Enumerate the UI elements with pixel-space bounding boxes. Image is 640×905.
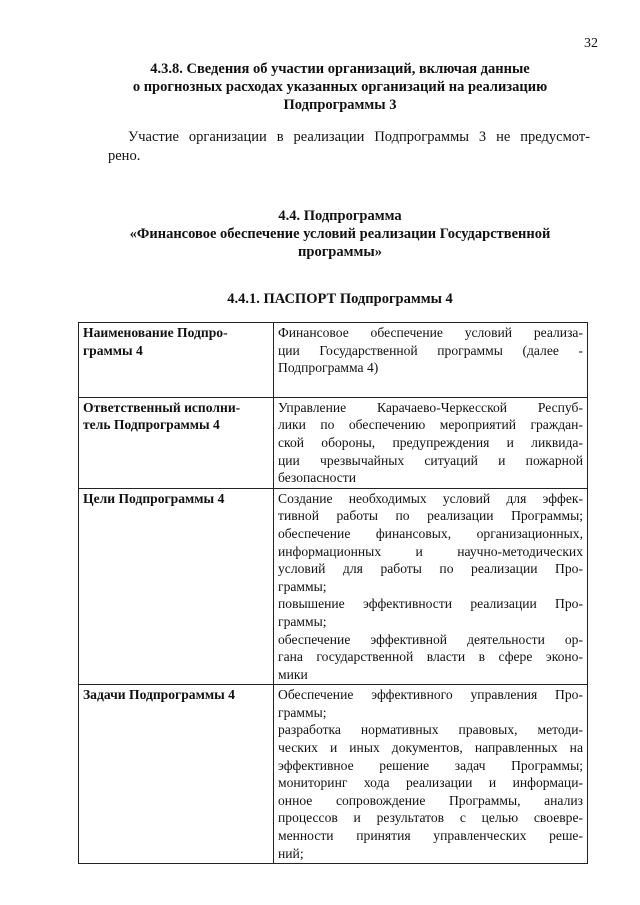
heading-line: программы» [298,244,382,260]
section-4-4-heading [60,207,620,261]
value-line: тивной работы по реализации Программы; [278,508,583,524]
row-label [79,397,274,488]
paragraph-line: Участие организации в реализации Подпрограммы 3 не предусмот- [128,129,590,145]
heading-line: Подпрограммы 3 [283,97,397,113]
value-line: ческих и иных документов, направленных на [278,740,583,756]
label-line: Задачи Подпрограммы 4 [83,687,235,703]
label-line: граммы 4 [83,342,143,358]
row-value [274,488,588,685]
value-line: ний; [278,845,304,861]
value-line: повышение эффективности реализации Про- [278,596,583,612]
value-line: ции Государственной программы (далее - [278,342,583,358]
value-line: гана государственной власти в сфере эконо- [278,649,583,665]
row-label [79,685,274,864]
label-line: Цели Подпрограммы 4 [83,490,225,506]
label-line: Ответственный исполни- [83,399,241,415]
heading-line: «Финансовое обеспечение условий реализации Государственной [129,226,551,242]
table-row [79,397,588,488]
passport-title: 4.4.1. ПАСПОРТ Подпрограммы 4 [227,291,453,307]
value-line: Финансовое обеспечение условий реализа- [278,325,583,340]
value-line: обеспечение финансовых, организационных, [278,525,583,541]
participation-paragraph [110,128,590,166]
value-line: разработка нормативных правовых, методи- [278,722,583,738]
value-line: лики по обеспечению мероприятий граждан- [278,417,583,433]
section-4-4-1-heading [60,290,620,308]
value-line: Обеспечение эффективного управления Про- [278,687,583,703]
heading-line: о прогнозных расходах указанных организаций на реализацию [132,79,548,95]
label-line: тель Подпрограммы 4 [83,417,220,433]
value-line: ской обороны, предупреждения и ликвида- [278,434,583,450]
value-line: граммы; [278,613,327,629]
label-line: Наименование Подпро- [83,325,228,340]
value-line: граммы; [278,704,327,720]
row-label [79,488,274,685]
passport-table [78,322,588,864]
value-line: мики [278,666,308,682]
heading-line: 4.3.8. Сведения об участии организаций, включая данные [150,61,530,77]
value-line: мониторинг хода реализации и информаци- [278,775,583,791]
value-line: информационных и научно-методических [278,543,583,559]
value-line: обеспечение эффективной деятельности ор- [278,631,583,647]
value-line: процессов и результатов с целью своевре- [278,810,583,826]
row-value [274,685,588,864]
row-label [79,323,274,398]
table-row [79,488,588,685]
value-line: Создание необходимых условий для эффек- [278,490,583,506]
value-line: безопасности [278,470,357,486]
heading-line: 4.4. Подпрограмма [278,208,402,224]
value-line: эффективное решение задач Программы; [278,757,583,773]
value-line: онное сопровождение Программы, анализ [278,792,583,808]
section-4-3-8-heading [60,60,620,114]
row-value [274,397,588,488]
table-row [79,685,588,864]
value-line: условий для работы по реализации Про- [278,561,583,577]
value-line: граммы; [278,578,327,594]
row-value [274,323,588,398]
page-number: 32 [584,36,598,51]
value-line: Подпрограмма 4) [278,360,379,376]
value-line: ции чрезвычайных ситуаций и пожарной [278,452,583,468]
value-line: менности принятия управленческих реше- [278,828,583,844]
paragraph-line: рено. [108,148,141,164]
table-row [79,323,588,398]
value-line: Управление Карачаево-Черкесской Респуб- [278,399,583,415]
